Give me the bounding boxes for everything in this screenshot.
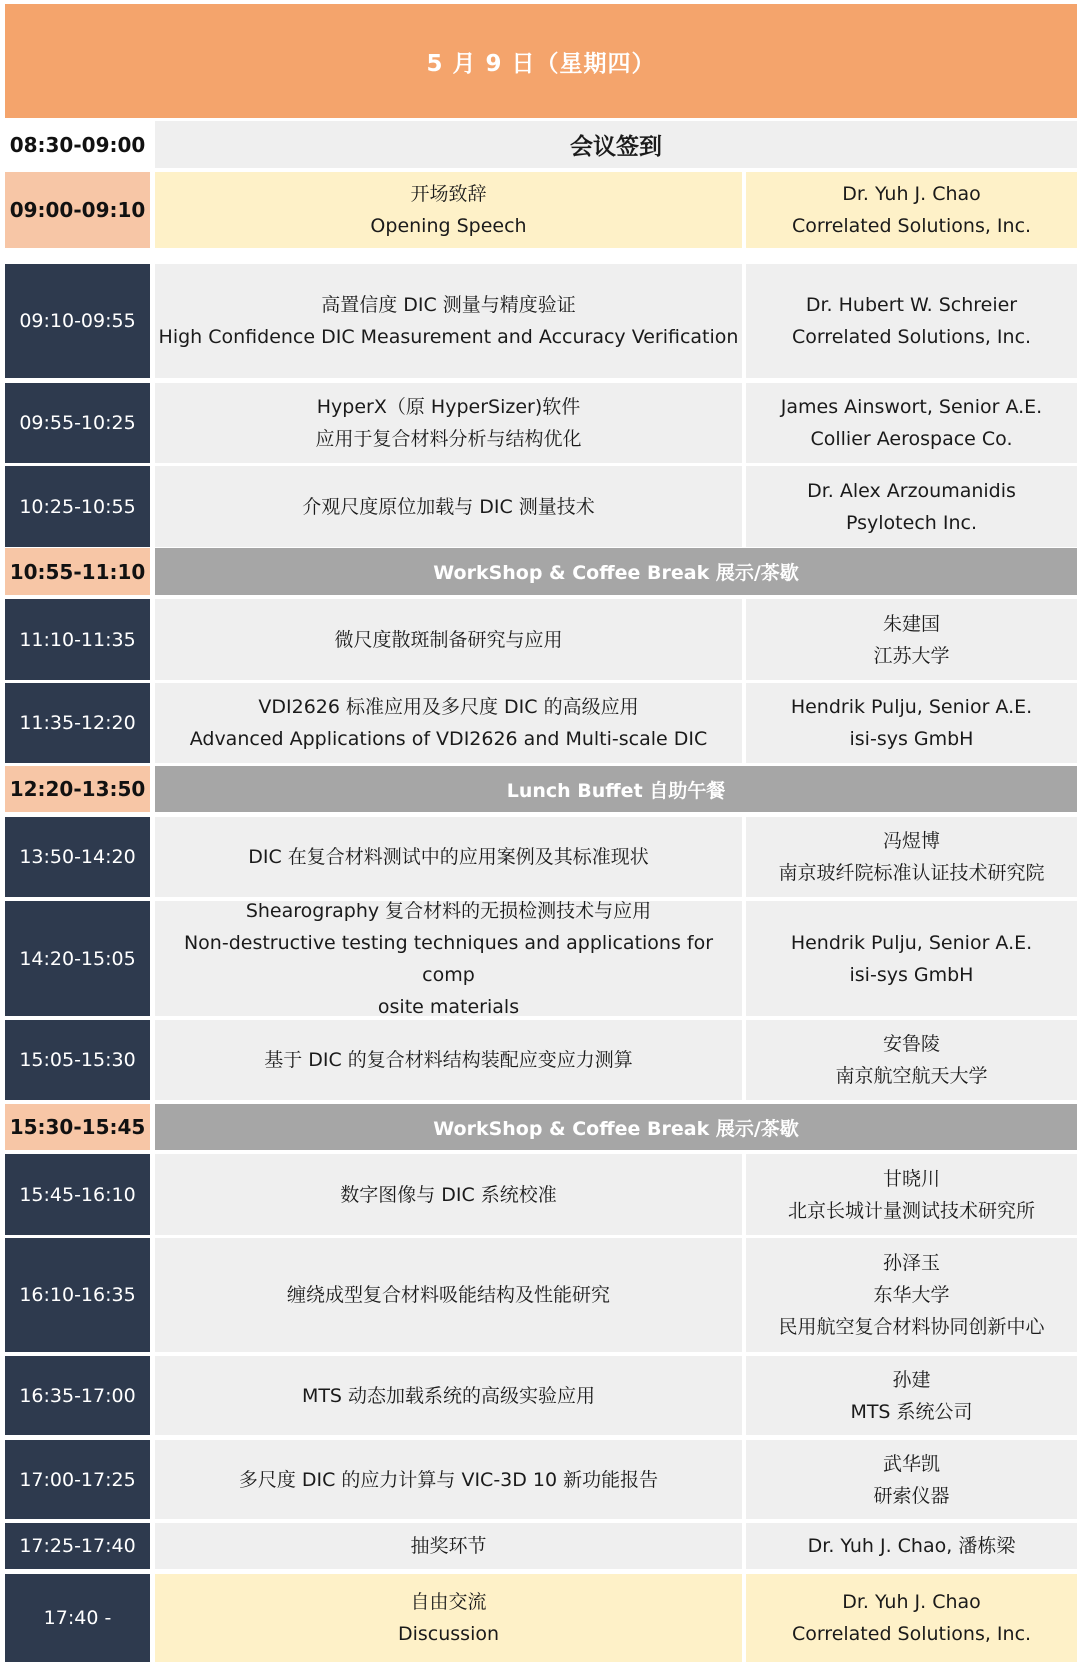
speaker-name: Hendrik Pulju, Senior A.E. — [790, 696, 1033, 718]
time-slot: 16:35-17:00 — [5, 1356, 150, 1435]
topic-title-cn: 缠绕成型复合材料吸能结构及性能研究 — [286, 1284, 610, 1306]
time-slot: 09:55-10:25 — [5, 383, 150, 463]
signin-cell — [155, 121, 1077, 168]
speaker-affiliation: MTS 系统公司 — [850, 1400, 973, 1423]
time-slot: 08:30-09:00 — [5, 121, 150, 168]
topic-title-cn: 开场致辞 — [410, 183, 487, 205]
agenda-row — [0, 1020, 1080, 1100]
topic-title-cn: DIC 在复合材料测试中的应用案例及其标准现状 — [248, 846, 649, 868]
agenda-row — [0, 599, 1080, 680]
signin-label: 会议签到 — [570, 134, 662, 160]
time-slot: 11:35-12:20 — [5, 683, 150, 763]
speaker-name: 冯煜博 — [882, 830, 940, 852]
speaker-affiliation-2: 民用航空复合材料协同创新中心 — [778, 1316, 1045, 1338]
speaker-name: 孙泽玉 — [882, 1252, 940, 1274]
speaker-affiliation: Correlated Solutions, Inc. — [791, 215, 1032, 237]
agenda-row — [0, 1574, 1080, 1662]
topic-title-cn: HyperX（原 HyperSizer)软件 — [316, 396, 581, 418]
speaker-affiliation: Correlated Solutions, Inc. — [791, 326, 1032, 348]
topic-title-cn: 微尺度散斑制备研究与应用 — [334, 628, 563, 651]
speaker-name: Dr. Yuh J. Chao, 潘栋梁 — [807, 1535, 1016, 1557]
topic-title-en: Advanced Applications of VDI2626 and Multi-scale DIC — [189, 728, 708, 750]
time-slot: 17:00-17:25 — [5, 1440, 150, 1519]
agenda-row — [0, 901, 1080, 1016]
topic-title-cn-line2: 应用于复合材料分析与结构优化 — [315, 428, 582, 450]
speaker-affiliation: Correlated Solutions, Inc. — [791, 1623, 1032, 1645]
time-slot: 17:40 - — [5, 1574, 150, 1662]
speaker-cell — [746, 1356, 1077, 1435]
speaker-name: 朱建国 — [882, 612, 940, 635]
time-slot: 09:10-09:55 — [5, 264, 150, 378]
speaker-cell — [746, 599, 1077, 680]
agenda-row-signin — [0, 121, 1080, 168]
topic-title-cn: Shearography 复合材料的无损检测技术与应用 — [245, 899, 652, 922]
topic-title-cn: VDI2626 标准应用及多尺度 DIC 的高级应用 — [258, 696, 639, 718]
speaker-affiliation: isi-sys GmbH — [849, 963, 974, 986]
time-slot: 10:25-10:55 — [5, 466, 150, 547]
speaker-cell — [746, 1440, 1077, 1519]
topic-cell — [155, 1523, 742, 1569]
speaker-cell — [746, 383, 1077, 463]
speaker-cell — [746, 1238, 1077, 1352]
agenda-row-break — [0, 548, 1080, 595]
topic-cell — [155, 1238, 742, 1352]
speaker-name: James Ainswort, Senior A.E. — [780, 396, 1043, 418]
speaker-name: Dr. Alex Arzoumanidis — [807, 479, 1016, 502]
speaker-cell — [746, 1523, 1077, 1569]
time-slot: 13:50-14:20 — [5, 817, 150, 897]
speaker-cell — [746, 466, 1077, 547]
topic-title-en: Non-destructive testing techniques and applications for comp — [183, 931, 714, 986]
agenda-row — [0, 1154, 1080, 1235]
time-slot: 10:55-11:10 — [5, 548, 150, 595]
topic-cell — [155, 1356, 742, 1435]
time-slot: 14:20-15:05 — [5, 901, 150, 1016]
break-label: WorkShop & Coffee Break 展示/茶歇 — [433, 562, 799, 584]
speaker-affiliation: isi-sys GmbH — [849, 728, 974, 750]
topic-cell — [155, 1574, 742, 1662]
speaker-name: Dr. Hubert W. Schreier — [805, 294, 1018, 316]
break-cell — [155, 766, 1077, 812]
agenda-header — [5, 4, 1077, 118]
agenda-row — [0, 466, 1080, 547]
topic-title-cn: 抽奖环节 — [410, 1535, 487, 1557]
agenda-row — [0, 683, 1080, 763]
break-label: WorkShop & Coffee Break 展示/茶歇 — [433, 1117, 799, 1140]
topic-cell — [155, 1440, 742, 1519]
speaker-affiliation: Collier Aerospace Co. — [810, 428, 1013, 450]
break-label: Lunch Buffet 自助午餐 — [506, 779, 726, 802]
speaker-cell — [746, 817, 1077, 897]
topic-cell — [155, 599, 742, 680]
topic-title-cn: MTS 动态加载系统的高级实验应用 — [301, 1384, 596, 1407]
agenda-row — [0, 1356, 1080, 1435]
agenda-row — [0, 383, 1080, 463]
speaker-affiliation: 南京玻纤院标准认证技术研究院 — [778, 862, 1045, 884]
topic-cell — [155, 264, 742, 378]
date-title: 5 月 9 日（星期四） — [426, 50, 656, 77]
time-slot: 15:05-15:30 — [5, 1020, 150, 1100]
speaker-cell — [746, 901, 1077, 1016]
time-slot: 16:10-16:35 — [5, 1238, 150, 1352]
speaker-cell — [746, 1154, 1077, 1235]
topic-title-cn: 介观尺度原位加载与 DIC 测量技术 — [302, 495, 595, 518]
topic-cell — [155, 1154, 742, 1235]
agenda-row — [0, 817, 1080, 897]
time-slot: 15:30-15:45 — [5, 1104, 150, 1150]
speaker-cell — [746, 264, 1077, 378]
speaker-name: 孙建 — [892, 1368, 931, 1391]
topic-title-en-line2: osite materials — [377, 995, 520, 1018]
agenda-row-break — [0, 1104, 1080, 1150]
speaker-affiliation: 北京长城计量测试技术研究所 — [787, 1199, 1035, 1222]
break-cell — [155, 1104, 1077, 1150]
topic-title-en: Discussion — [397, 1623, 500, 1645]
break-cell — [155, 548, 1077, 595]
time-slot: 11:10-11:35 — [5, 599, 150, 680]
topic-cell — [155, 1020, 742, 1100]
topic-cell — [155, 683, 742, 763]
time-slot: 12:20-13:50 — [5, 766, 150, 812]
speaker-affiliation: Psylotech Inc. — [846, 511, 977, 534]
topic-title-cn: 高置信度 DIC 测量与精度验证 — [321, 294, 576, 316]
time-slot: 15:45-16:10 — [5, 1154, 150, 1235]
speaker-affiliation: 东华大学 — [873, 1284, 950, 1306]
speaker-cell — [746, 172, 1077, 248]
speaker-name: 甘晓川 — [882, 1167, 940, 1190]
topic-cell — [155, 383, 742, 463]
topic-title-en: Opening Speech — [370, 215, 527, 237]
agenda-row — [0, 1523, 1080, 1569]
agenda-row — [0, 1238, 1080, 1352]
agenda-row-break — [0, 766, 1080, 812]
topic-title-en: High Confidence DIC Measurement and Accuracy Verification — [158, 326, 739, 348]
speaker-cell — [746, 1020, 1077, 1100]
agenda-row — [0, 264, 1080, 378]
speaker-name: Dr. Yuh J. Chao — [842, 1591, 981, 1613]
speaker-affiliation: 南京航空航天大学 — [835, 1065, 988, 1087]
speaker-affiliation: 江苏大学 — [873, 644, 950, 667]
speaker-cell — [746, 1574, 1077, 1662]
topic-cell — [155, 466, 742, 547]
time-slot: 09:00-09:10 — [5, 172, 150, 248]
topic-cell — [155, 172, 742, 248]
speaker-name: Dr. Yuh J. Chao — [842, 183, 981, 205]
topic-title-cn: 自由交流 — [410, 1591, 487, 1613]
speaker-affiliation: 研索仪器 — [873, 1484, 950, 1507]
topic-title-cn: 数字图像与 DIC 系统校准 — [340, 1183, 557, 1206]
agenda-row — [0, 1440, 1080, 1519]
topic-title-cn: 多尺度 DIC 的应力计算与 VIC-3D 10 新功能报告 — [238, 1468, 659, 1491]
time-slot: 17:25-17:40 — [5, 1523, 150, 1569]
speaker-cell — [746, 683, 1077, 763]
agenda-row — [0, 172, 1080, 248]
speaker-name: 武华凯 — [882, 1452, 940, 1475]
speaker-name: 安鲁陵 — [882, 1033, 940, 1055]
topic-cell — [155, 901, 742, 1016]
topic-cell — [155, 817, 742, 897]
speaker-name: Hendrik Pulju, Senior A.E. — [790, 931, 1033, 954]
topic-title-cn: 基于 DIC 的复合材料结构装配应变应力测算 — [264, 1049, 633, 1071]
